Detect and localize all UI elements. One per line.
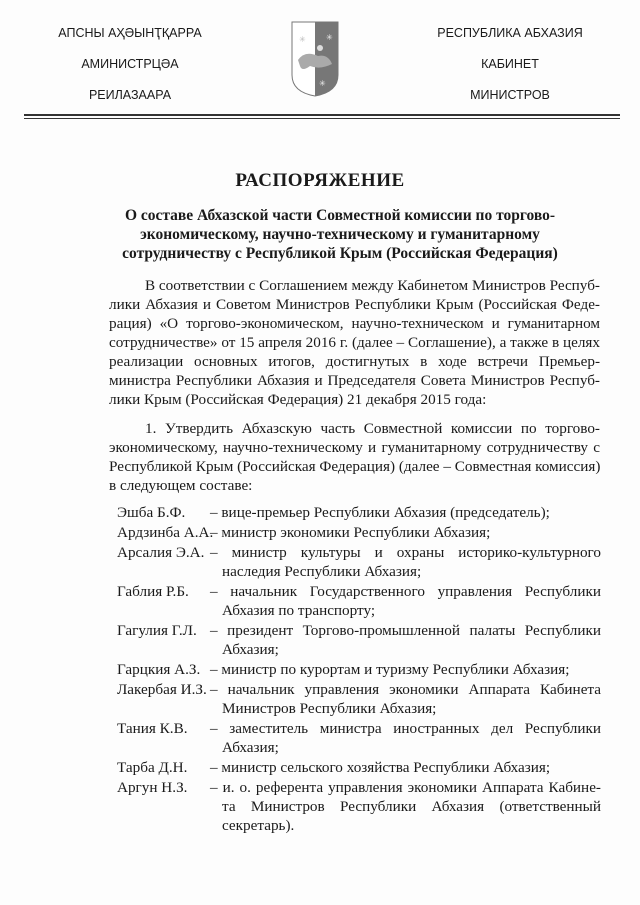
text-line: реализации основных итогов, достигнутых в ходе встречи Премьер- xyxy=(109,353,600,370)
member-role xyxy=(210,582,601,620)
member-name: Ардзинба А.А. xyxy=(117,524,214,541)
member-role xyxy=(210,543,601,581)
text-line: 1. Утвердить Абхазскую часть Совместной комиссии по торгово- xyxy=(145,420,600,437)
member-name: Габлия Р.Б. xyxy=(117,583,189,600)
header-right-line: РЕСПУБЛИКА АБХАЗИЯ xyxy=(437,26,583,40)
svg-text:✳: ✳ xyxy=(326,33,333,42)
text-line: В соответствии с Соглашением между Кабинетом Министров Респуб- xyxy=(145,277,600,294)
coat-of-arms-emblem xyxy=(290,20,340,98)
text-line: секретарь). xyxy=(222,817,295,834)
member-role xyxy=(210,660,601,679)
header-right-line: КАБИНЕТ xyxy=(481,57,539,71)
header-left xyxy=(30,18,230,111)
text-line: Республикой Крым (Российская Федерация) (далее – Совместная комиссия) xyxy=(109,458,601,475)
text-line: Абхазия; xyxy=(222,739,279,756)
member-role xyxy=(210,758,601,777)
member-row xyxy=(117,778,601,835)
header-divider xyxy=(24,114,620,116)
member-row xyxy=(117,582,601,620)
text-line: сотрудничестве» от 15 апреля 2016 г. (далее – Соглашение), а также в целях xyxy=(109,334,600,351)
svg-text:✳: ✳ xyxy=(299,35,306,44)
document-subtitle xyxy=(100,206,580,263)
member-role xyxy=(210,778,601,835)
text-line: наследия Республики Абхазия; xyxy=(222,563,422,580)
text-line: Министров Республики Абхазия; xyxy=(222,700,437,717)
text-line: в следующем составе: xyxy=(109,477,253,494)
member-row xyxy=(117,621,601,659)
text-line: – начальник Государственного управления Республики xyxy=(210,583,601,600)
member-row xyxy=(117,719,601,757)
header-left-line: РЕИЛАЗААРА xyxy=(88,88,172,102)
member-row xyxy=(117,660,601,679)
text-line: – министр культуры и охраны историко-культурного xyxy=(210,544,601,561)
member-name: Тания К.В. xyxy=(117,720,188,737)
member-row xyxy=(117,503,601,522)
text-line: – министр сельского хозяйства Республики Абхазия; xyxy=(210,759,551,776)
member-row xyxy=(117,680,601,718)
member-role xyxy=(210,719,601,757)
member-name: Тарба Д.Н. xyxy=(117,759,188,776)
member-name: Лакербая И.З. xyxy=(117,681,207,698)
member-name: Эшба Б.Ф. xyxy=(117,504,186,521)
member-role xyxy=(210,621,601,659)
member-name: Аргун Н.З. xyxy=(117,779,188,796)
preamble-paragraph xyxy=(109,276,600,409)
text-line: лики Абхазия и Советом Министров Республики Крым (Российская Феде- xyxy=(109,296,600,313)
svg-text:✳: ✳ xyxy=(319,79,326,88)
members-list xyxy=(117,503,601,836)
text-line: рация) «О торгово-экономическом, научно-техническом и гуманитарном xyxy=(109,315,600,332)
text-line: – президент Торгово-промышленной палаты Республики xyxy=(210,622,601,639)
item-1-paragraph xyxy=(109,419,600,495)
subtitle-line: О составе Абхазской части Совместной комиссии по торгово- xyxy=(124,207,556,224)
text-line: министра Республики Абхазия и Председателя Совета Министров Респуб- xyxy=(109,372,600,389)
text-line: экономическому, научно-техническому и гуманитарному сотрудничеству с xyxy=(109,439,600,456)
member-row xyxy=(117,543,601,581)
member-row xyxy=(117,523,601,542)
member-role xyxy=(210,523,601,542)
subtitle-line: экономическому, научно-техническому и гуманитарному xyxy=(140,226,540,243)
member-name: Арсалия Э.А. xyxy=(117,544,205,561)
header-left-line: АПСНЫ АҲӘЫНҬҚАРРА xyxy=(58,26,202,40)
text-line: – министр по курортам и туризму Республики Абхазия; xyxy=(210,661,570,678)
text-line: лики Крым (Российская Федерация) 21 декабря 2015 года: xyxy=(109,391,487,408)
text-line: – заместитель министра иностранных дел Республики xyxy=(210,720,601,737)
member-row xyxy=(117,758,601,777)
member-name: Гагулия Г.Л. xyxy=(117,622,197,639)
text-line: Абхазия по транспорту; xyxy=(222,602,376,619)
header-right xyxy=(410,18,610,111)
text-line: – министр экономики Республики Абхазия; xyxy=(210,524,491,541)
subtitle-line: сотрудничеству с Республикой Крым (Российская Федерация) xyxy=(122,245,558,262)
header-divider xyxy=(24,118,620,119)
text-line: – вице-премьер Республики Абхазия (председатель); xyxy=(210,504,550,521)
member-role xyxy=(210,503,601,522)
member-role xyxy=(210,680,601,718)
text-line: Абхазия; xyxy=(222,641,279,658)
member-name: Гарцкия А.З. xyxy=(117,661,201,678)
text-line: та Министров Республики Абхазия (ответственный xyxy=(222,798,601,815)
text-line: – начальник управления экономики Аппарата Кабинета xyxy=(210,681,601,698)
text-line: – и. о. референта управления экономики Аппарата Кабине- xyxy=(210,779,601,796)
header-left-line: АМИНИСТРЦӘА xyxy=(81,57,179,71)
document-title: РАСПОРЯЖЕНИЕ xyxy=(235,170,405,191)
header-right-line: МИНИСТРОВ xyxy=(470,88,550,102)
